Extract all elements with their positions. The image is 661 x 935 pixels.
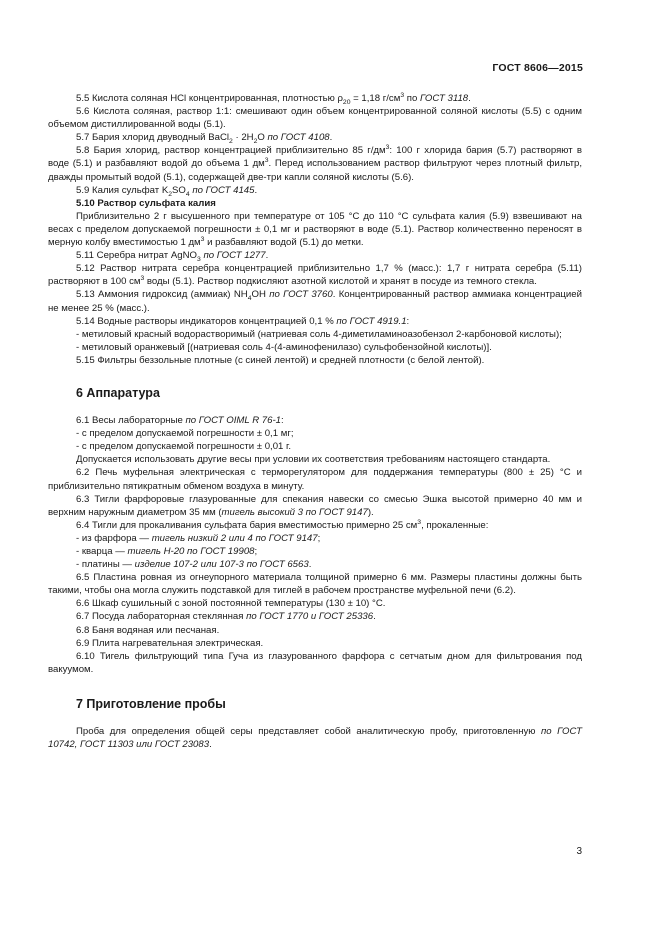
list-item: - платины — изделие 107-2 или 107-3 по ГОСТ 6563. <box>76 559 312 571</box>
item-6-4: 6.4 Тигли для прокаливания сульфата бария вместимостью примерно 25 $см^3$, прокаленные: <box>76 518 489 531</box>
item-6-1-note: Допускается использовать другие весы при условии их соответствия требованиям настоящего стандарта. <box>76 454 551 466</box>
section-7-text: Проба для определения общей серы представляет собой аналитическую пробу, приготовленную по ГОСТ 10742, ГОСТ 11303 или ГОСТ 23083. <box>48 726 582 751</box>
item-6-7: 6.7 Посуда лабораторная стеклянная по ГОСТ 1770 и ГОСТ 25336. <box>76 611 376 623</box>
list-item: - с пределом допускаемой погрешности ± 0,01 г. <box>76 441 292 453</box>
list-item: - кварца — тигель Н-20 по ГОСТ 19908; <box>76 546 258 557</box>
item-5-7: 5.7 Бария хлорид двуводный BaCl$_2$ · $2H_2O$ по ГОСТ 4108. <box>76 132 333 146</box>
item-5-10-heading: 5.10 Раствор сульфата калия <box>76 197 216 209</box>
list-item: - метиловый оранжевый [(натриевая соль 4-(4-аминофенилазо) сульфобензойной кислоты)]. <box>76 341 492 353</box>
item-5-13: 5.13 Аммония гидроксид (аммиак) $NH_4OH$ по ГОСТ 3760. Концентрированный раствор аммиака концентрацией не менее 25 % (масс.). <box>48 289 582 314</box>
item-6-2: 6.2 Печь муфельная электрическая с терморегулятором для поддержания температуры (800 ± 25) °С и приблизительно пятикратным обменом воздуха в минуту. <box>48 467 582 492</box>
item-5-12: 5.12 Раствор нитрата серебра концентрацией приблизительно 1,7 % (масс.): 1,7 г нитрата серебра (5.11) растворяют в 100 $см^3$ воды (5.1). Раствор подкисляют азотной кислотой и хранят в посуде из темного стекла. <box>48 263 582 288</box>
item-6-8: 6.8 Баня водяная или песчаная. <box>76 624 220 636</box>
item-6-5: 6.5 Пластина ровная из огнеупорного материала толщиной примерно 6 мм. Размеры пластины должны быть такими, чтобы она могла служить подставкой для тиглей в рабочем пространстве муфельной печи (6.2). <box>48 572 582 597</box>
item-5-6: 5.6 Кислота соляная, раствор 1:1: смешивают один объем концентрированной соляной кислоты (5.5) с одним объемом дистиллированной воды (5.1). <box>48 106 583 131</box>
item-5-10-text: Приблизительно 2 г высушенного при температуре от 105 °С до 110 °С сульфата калия (5.9) взвешивают на весах с пределом допускаемой погрешности ± 0,1 мг и растворяют в воде (5.1). Раствор количественно переносят в мерную колбу вместимостью 1 $дм^3$ и разбавляют водой (5.1) до метки. <box>48 210 582 249</box>
section-6-heading: 6 Аппаратура <box>76 385 160 400</box>
item-6-10: 6.10 Тигель фильтрующий типа Гуча из глазурованного фарфора с сетчатым дном для фильтрования под вакуумом. <box>48 650 582 675</box>
page-body <box>48 92 582 751</box>
item-6-6: 6.6 Шкаф сушильный с зоной постоянной температуры (130 ± 10) °С. <box>76 598 386 610</box>
item-6-1: 6.1 Весы лабораторные по ГОСТ OIML R 76-1: <box>76 415 284 427</box>
item-5-5: 5.5 Кислота соляная HCl концентрированная, плотностью $\rho_{20} = 1,18$ $г/см^3$ по ГОСТ 3118. <box>76 91 471 106</box>
item-5-8: 5.8 Бария хлорид, раствор концентрацией приблизительно 85 $г/дм^3$: 100 г хлорида бария (5.7) растворяют в воде (5.1) и разбавляют водой до объема 1 $дм^3$. Перед использованием раствор фильтруют через плотный фильтр, дважды промытый водой (5.1), содержащей две-три капли соляной кислоты (5.6). <box>48 144 582 183</box>
item-5-15: 5.15 Фильтры беззольные плотные (с синей лентой) и средней плотности (с белой лентой). <box>76 354 485 366</box>
page-number: 3 <box>576 846 582 857</box>
list-item: - метиловый красный водорастворимый (натриевая соль 4-диметиламиноазобензол 2-карбоновой кислоты); <box>76 328 562 340</box>
item-5-11: 5.11 Серебра нитрат AgNO$_3$ по ГОСТ 1277. <box>76 250 269 264</box>
list-item: - из фарфора — тигель низкий 2 или 4 по ГОСТ 9147; <box>76 532 321 544</box>
section-7-heading: 7 Приготовление пробы <box>76 696 226 711</box>
item-5-9: 5.9 Калия сульфат $K_2SO_4$ по ГОСТ 4145. <box>76 184 258 198</box>
standard-header: ГОСТ 8606—2015 <box>492 62 583 74</box>
item-6-9: 6.9 Плита нагревательная электрическая. <box>76 637 264 649</box>
list-item: - с пределом допускаемой погрешности ± 0,1 мг; <box>76 428 294 440</box>
item-5-14: 5.14 Водные растворы индикаторов концентрацией 0,1 % по ГОСТ 4919.1: <box>76 315 410 327</box>
item-6-3: 6.3 Тигли фарфоровые глазурованные для спекания навески со смесью Эшка высотой примерно 40 мм и верхним наружным диаметром 35 мм (тигель высокий 3 по ГОСТ 9147). <box>48 493 582 518</box>
